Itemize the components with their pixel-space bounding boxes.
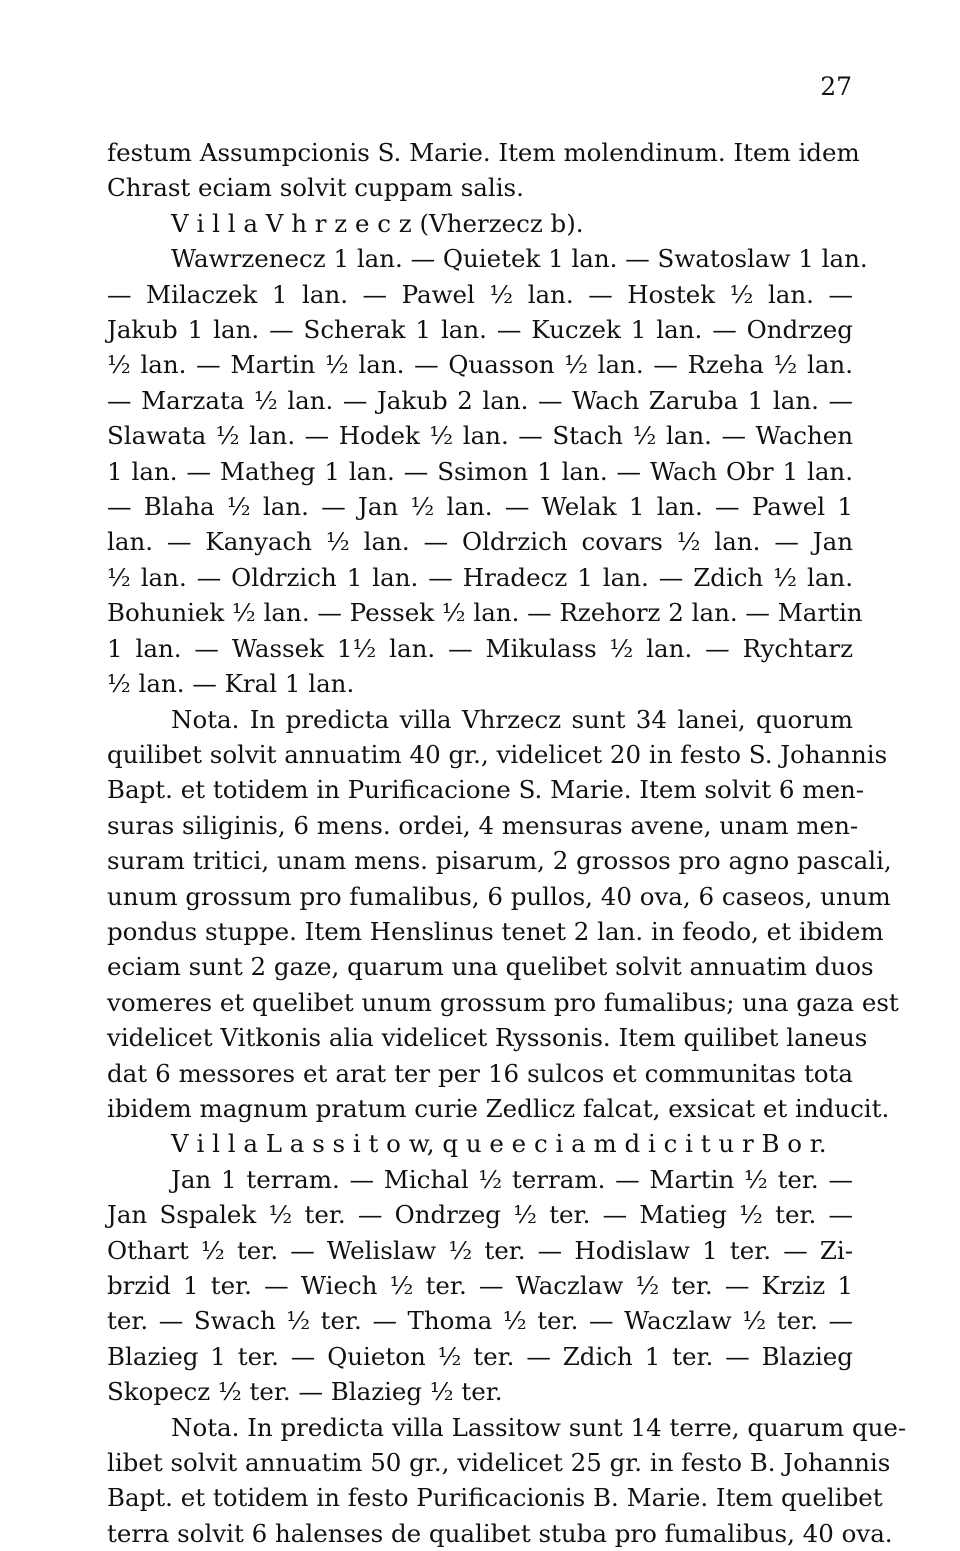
text-line: Skopecz ½ ter. — Blazieg ½ ter. (107, 1377, 503, 1407)
text-line: festum Assumpcionis S. Marie. Item molendinum. Item idem (107, 138, 860, 167)
text-line: dat 6 messores et arat ter per 16 sulcos et communitas tota (107, 1058, 853, 1088)
body-text (107, 135, 907, 1551)
text-line: Nota. In predicta villa Vhrzecz sunt 34 lanei, quorum (171, 704, 853, 734)
text-line: — Marzata ½ lan. — Jakub 2 lan. — Wach Zaruba 1 lan. — (107, 385, 853, 415)
page-number: 27 (820, 72, 852, 101)
text-line: — Blaha ½ lan. — Jan ½ lan. — Welak 1 lan. — Pawel 1 (107, 492, 853, 522)
text-line: unum grossum pro fumalibus, 6 pullos, 40 ova, 6 caseos, unum (107, 881, 891, 911)
text-line: Jakub 1 lan. — Scherak 1 lan. — Kuczek 1 lan. — Ondrzeg (107, 315, 853, 345)
text-line: Bapt. et totidem in Purificacione S. Marie. Item solvit 6 men- (107, 775, 865, 805)
text-line: ½ lan. — Kral 1 lan. (107, 669, 355, 699)
text-line: 1 lan. — Wassek 1½ lan. — Mikulass ½ lan. — Rychtarz (107, 633, 853, 663)
text-line: quilibet solvit annuatim 40 gr., videlicet 20 in festo S. Johannis (107, 739, 888, 769)
text-line: Jan 1 terram. — Michal ½ terram. — Martin ½ ter. — (171, 1164, 853, 1194)
text-line: eciam sunt 2 gaze, quarum una quelibet solvit annuatim duos (107, 952, 874, 982)
text-line: V i l l a L a s s i t o w, q u e e c i a m d i c i t u r B o r. (171, 1129, 827, 1159)
text-line: V i l l a V h r z e c z (Vherzecz b). (171, 208, 584, 238)
text-line: ibidem magnum pratum curie Zedlicz falcat, exsicat et inducit. (107, 1093, 890, 1123)
text-line: Bapt. et totidem in festo Purificacionis B. Marie. Item quelibet (107, 1483, 883, 1513)
text-line: — Milaczek 1 lan. — Pawel ½ lan. — Hostek ½ lan. — (107, 279, 853, 309)
text-line: Chrast eciam solvit cuppam salis. (107, 173, 524, 203)
text-line: 1 lan. — Matheg 1 lan. — Ssimon 1 lan. — Wach Obr 1 lan. (107, 456, 853, 486)
text-line: brzid 1 ter. — Wiech ½ ter. — Waczlaw ½ ter. — Krziz 1 (107, 1271, 853, 1300)
text-line: libet solvit annuatim 50 gr., videlicet 25 gr. in festo B. Johannis (107, 1448, 891, 1478)
text-line: vomeres et quelibet unum grossum pro fumalibus; una gaza est (107, 987, 899, 1017)
text-line: pondus stuppe. Item Henslinus tenet 2 lan. in feodo, et ibidem (107, 916, 884, 946)
text-line: lan. — Kanyach ½ lan. — Oldrzich covars ½ lan. — Jan (107, 527, 853, 557)
text-line: Blazieg 1 ter. — Quieton ½ ter. — Zdich 1 ter. — Blazieg (107, 1341, 853, 1371)
text-line: videlicet Vitkonis alia videlicet Ryssonis. Item quilibet laneus (107, 1023, 868, 1053)
text-line: Slawata ½ lan. — Hodek ½ lan. — Stach ½ lan. — Wachen (107, 421, 853, 451)
text-line: ½ lan. — Oldrzich 1 lan. — Hradecz 1 lan. — Zdich ½ lan. (107, 562, 853, 592)
text-line: Bohuniek ½ lan. — Pessek ½ lan. — Rzehorz 2 lan. — Martin (107, 598, 863, 628)
text-line: ter. — Swach ½ ter. — Thoma ½ ter. — Waczlaw ½ ter. — (107, 1306, 853, 1336)
text-line: Nota. In predicta villa Lassitow sunt 14 terre, quarum que- (171, 1412, 907, 1442)
text-line: suram tritici, unam mens. pisarum, 2 grossos pro agno pascali, (107, 846, 892, 876)
text-line: ½ lan. — Martin ½ lan. — Quasson ½ lan. — Rzeha ½ lan. (107, 350, 853, 380)
text-line: Wawrzenecz 1 lan. — Quietek 1 lan. — Swatoslaw 1 lan. (171, 244, 868, 274)
text-line: suras siliginis, 6 mens. ordei, 4 mensuras avene, unam men- (107, 810, 859, 840)
text-line: terra solvit 6 halenses de qualibet stuba pro fumalibus, 40 ova. (107, 1518, 893, 1548)
text-line: Othart ½ ter. — Welislaw ½ ter. — Hodislaw 1 ter. — Zi- (107, 1235, 853, 1265)
text-line: Jan Sspalek ½ ter. — Ondrzeg ½ ter. — Matieg ½ ter. — (107, 1200, 853, 1230)
